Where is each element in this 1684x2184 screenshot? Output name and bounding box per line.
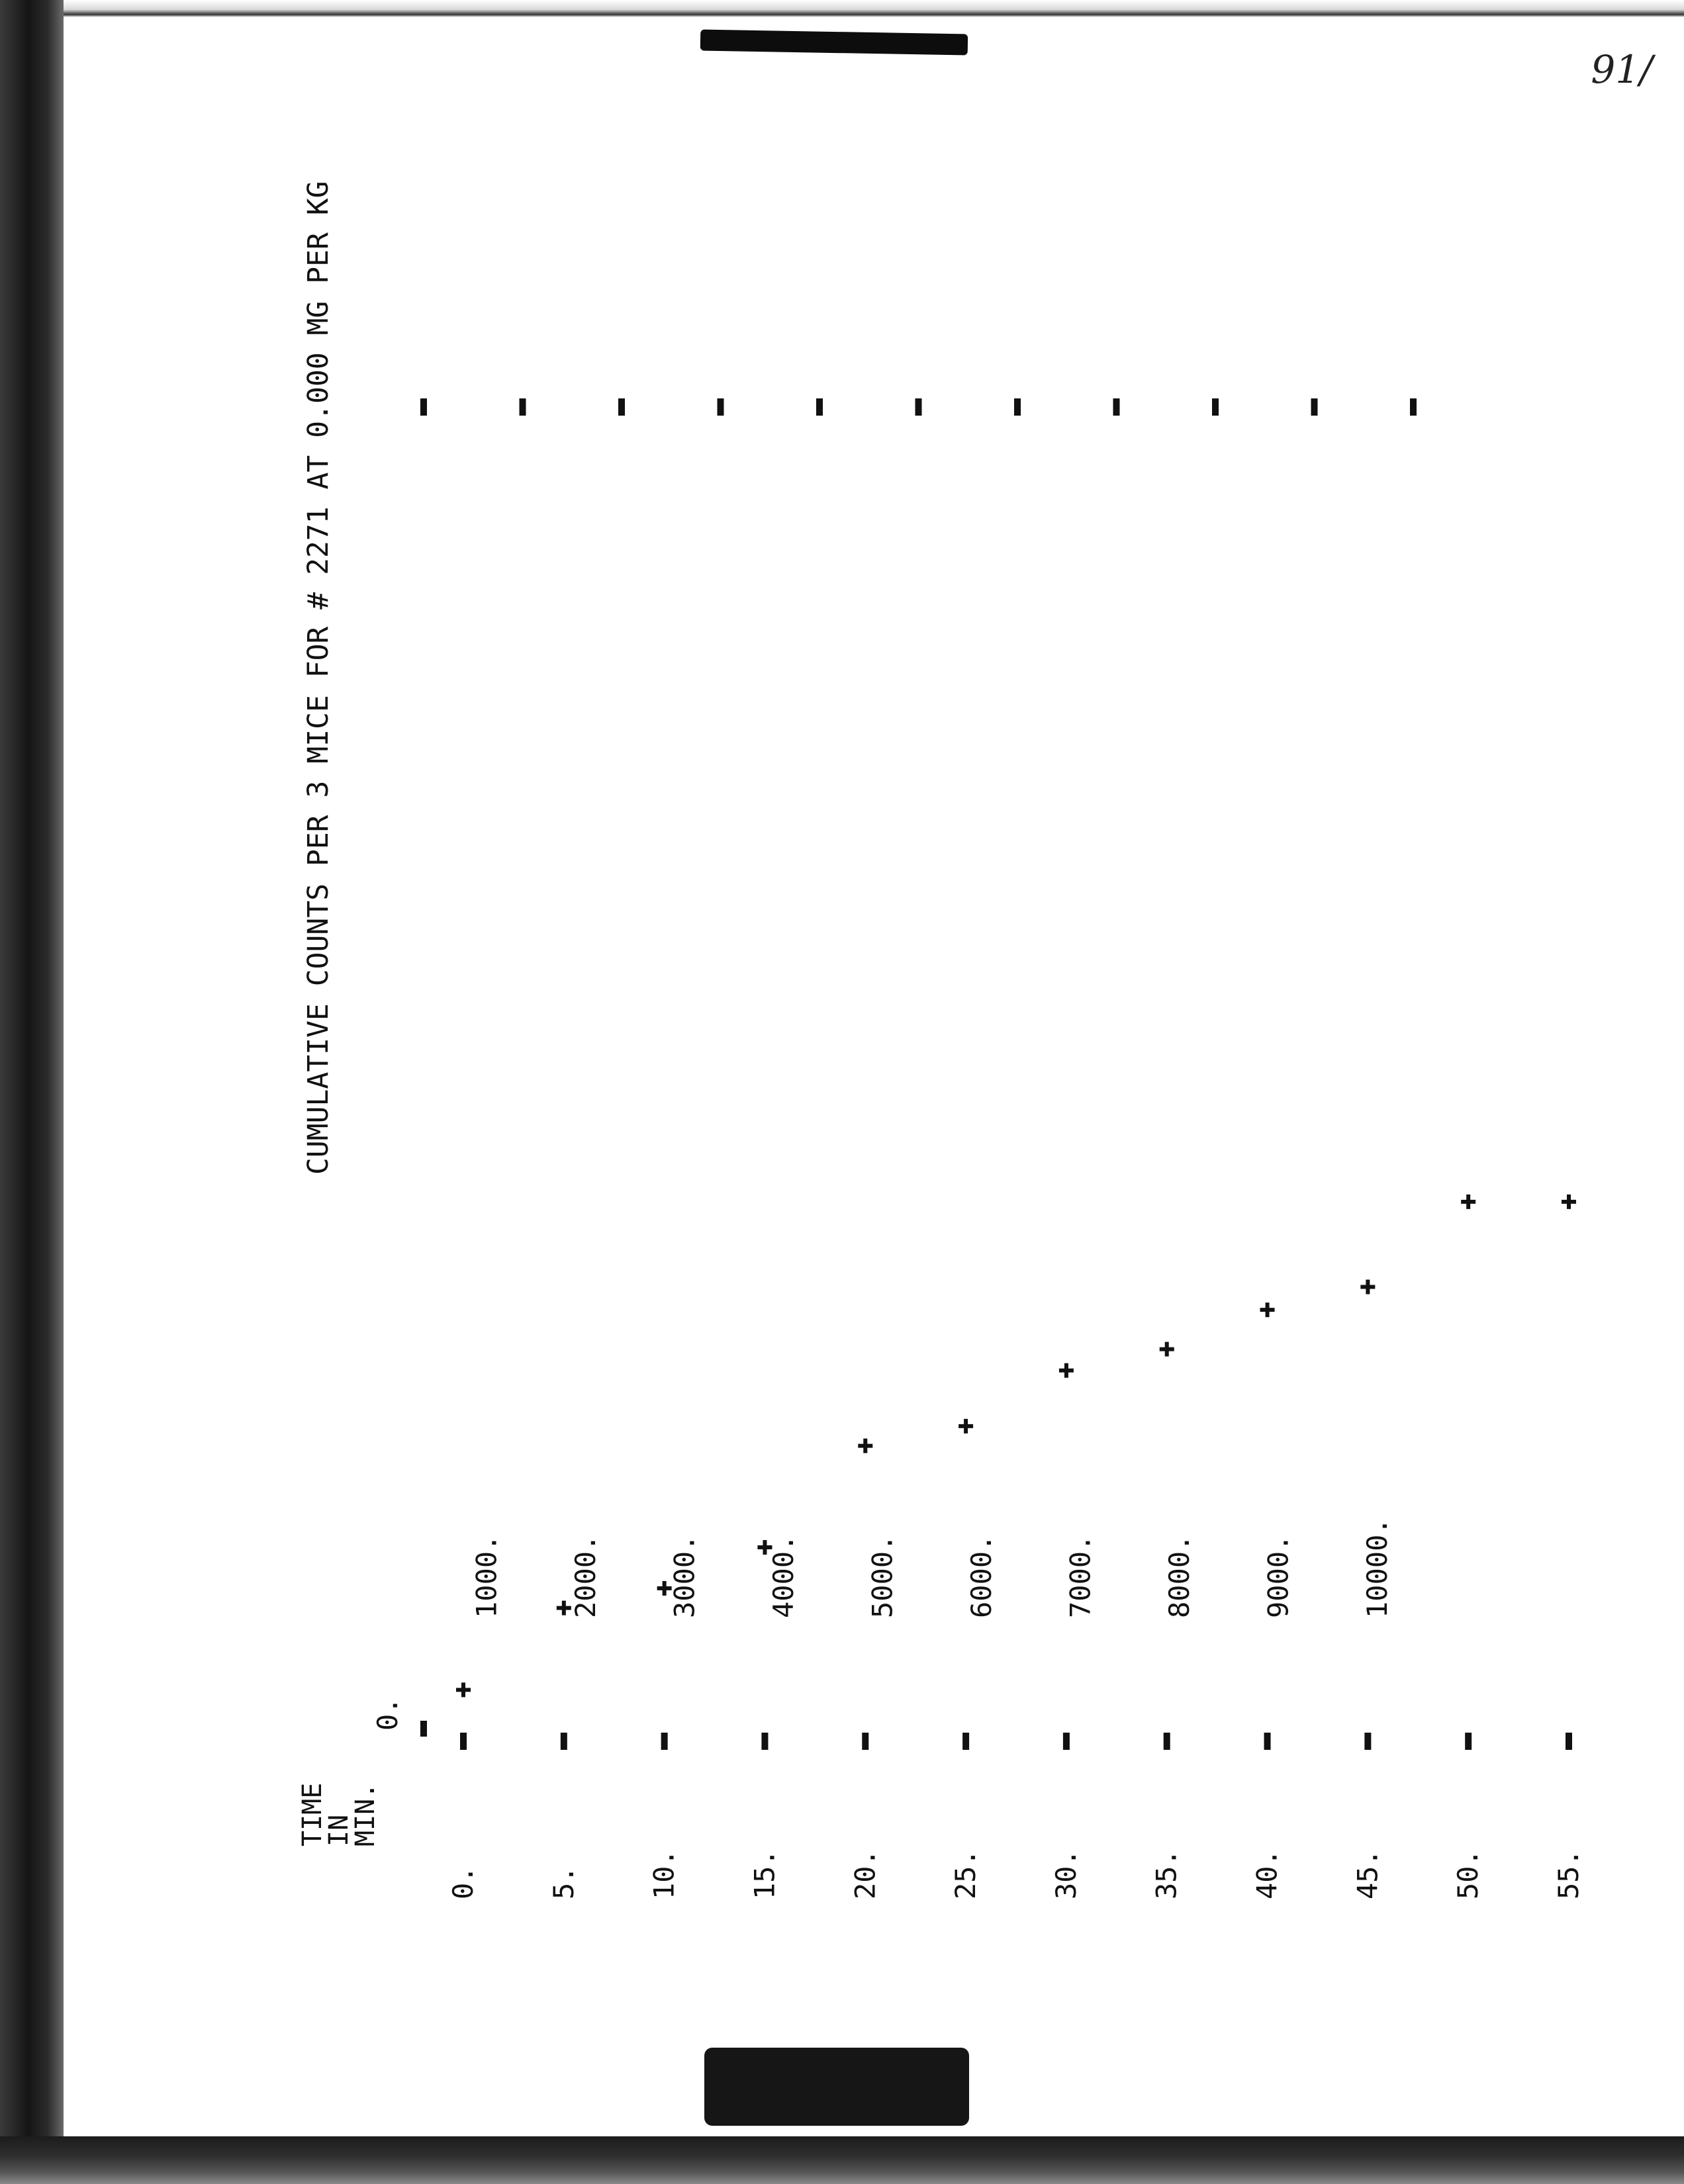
y-tick-label: 7000.: [1064, 1534, 1097, 1618]
x-tick-mark: [1566, 1733, 1572, 1750]
y-tick-mark: [1410, 398, 1417, 416]
y-tick-mark: [718, 398, 724, 416]
y-tick-mark: [1113, 398, 1120, 416]
y-tick-label: 2000.: [569, 1534, 602, 1618]
x-tick-label: 25.: [949, 1849, 982, 1899]
y-axis-tick-labels: [371, 1518, 1393, 1731]
x-axis-label-line: TIME: [297, 1782, 328, 1846]
y-tick-mark: [520, 398, 526, 416]
data-point: [1260, 1302, 1275, 1317]
y-tick-mark: [420, 398, 427, 416]
y-tick-label: 9000.: [1262, 1534, 1295, 1618]
y-tick-label: 6000.: [965, 1534, 998, 1618]
data-point: [858, 1439, 872, 1453]
chart-title: CUMULATIVE COUNTS PER 3 MICE FOR # 2271 AT 0.000 MG PER KG: [302, 181, 335, 1175]
y-tick-mark: [420, 1721, 427, 1737]
x-tick-label: 50.: [1452, 1849, 1485, 1899]
x-axis-label-line: MIN.: [350, 1782, 381, 1846]
x-axis-label-line: IN: [324, 1814, 354, 1846]
data-point: [1360, 1280, 1375, 1295]
x-tick-mark: [962, 1733, 969, 1750]
y-tick-mark: [1212, 398, 1219, 416]
y-tick-mark: [1014, 398, 1021, 416]
y-tick-label: 10000.: [1361, 1518, 1393, 1618]
x-tick-label: 0.: [447, 1866, 479, 1899]
x-tick-label: 40.: [1250, 1849, 1284, 1899]
y-tick-mark: [1311, 398, 1318, 416]
x-axis-tick-labels: [447, 1849, 1585, 1899]
data-point: [1562, 1195, 1576, 1209]
data-points: [456, 1195, 1576, 1698]
x-tick-label: 30.: [1049, 1849, 1082, 1899]
data-point: [1461, 1195, 1475, 1209]
data-point: [1160, 1342, 1174, 1357]
x-tick-mark: [561, 1733, 567, 1750]
y-tick-mark: [618, 398, 625, 416]
data-point: [959, 1419, 973, 1433]
x-tick-mark: [661, 1733, 668, 1750]
x-tick-mark: [1063, 1733, 1070, 1750]
x-tick-mark: [1364, 1733, 1371, 1750]
y-tick-label: 1000.: [470, 1534, 503, 1618]
y-tick-label: 8000.: [1163, 1534, 1195, 1618]
x-tick-label: 45.: [1351, 1849, 1384, 1899]
y-tick-label: 4000.: [767, 1534, 800, 1618]
y-tick-label: 0.: [371, 1697, 404, 1731]
x-tick-label: 10.: [647, 1849, 680, 1899]
x-tick-mark: [761, 1733, 768, 1750]
handwritten-page-number: 91/: [1591, 47, 1653, 92]
x-tick-mark: [1164, 1733, 1170, 1750]
x-tick-label: 20.: [849, 1849, 882, 1899]
x-tick-label: 55.: [1552, 1849, 1585, 1899]
y-tick-mark: [816, 398, 823, 416]
y-tick-label: 5000.: [866, 1534, 899, 1618]
x-tick-mark: [1465, 1733, 1472, 1750]
data-point: [1059, 1363, 1074, 1378]
x-tick-mark: [460, 1733, 467, 1750]
data-point: [456, 1682, 471, 1697]
x-tick-label: 15.: [748, 1849, 781, 1899]
x-tick-label: 5.: [547, 1866, 580, 1899]
x-tick-mark: [1264, 1733, 1271, 1750]
x-axis-label: [297, 1783, 381, 1846]
x-tick-label: 35.: [1150, 1849, 1183, 1899]
x-axis-tick-marks: [460, 1733, 1572, 1750]
y-tick-label: 3000.: [668, 1534, 701, 1618]
x-tick-mark: [862, 1733, 868, 1750]
y-tick-mark: [915, 398, 922, 416]
